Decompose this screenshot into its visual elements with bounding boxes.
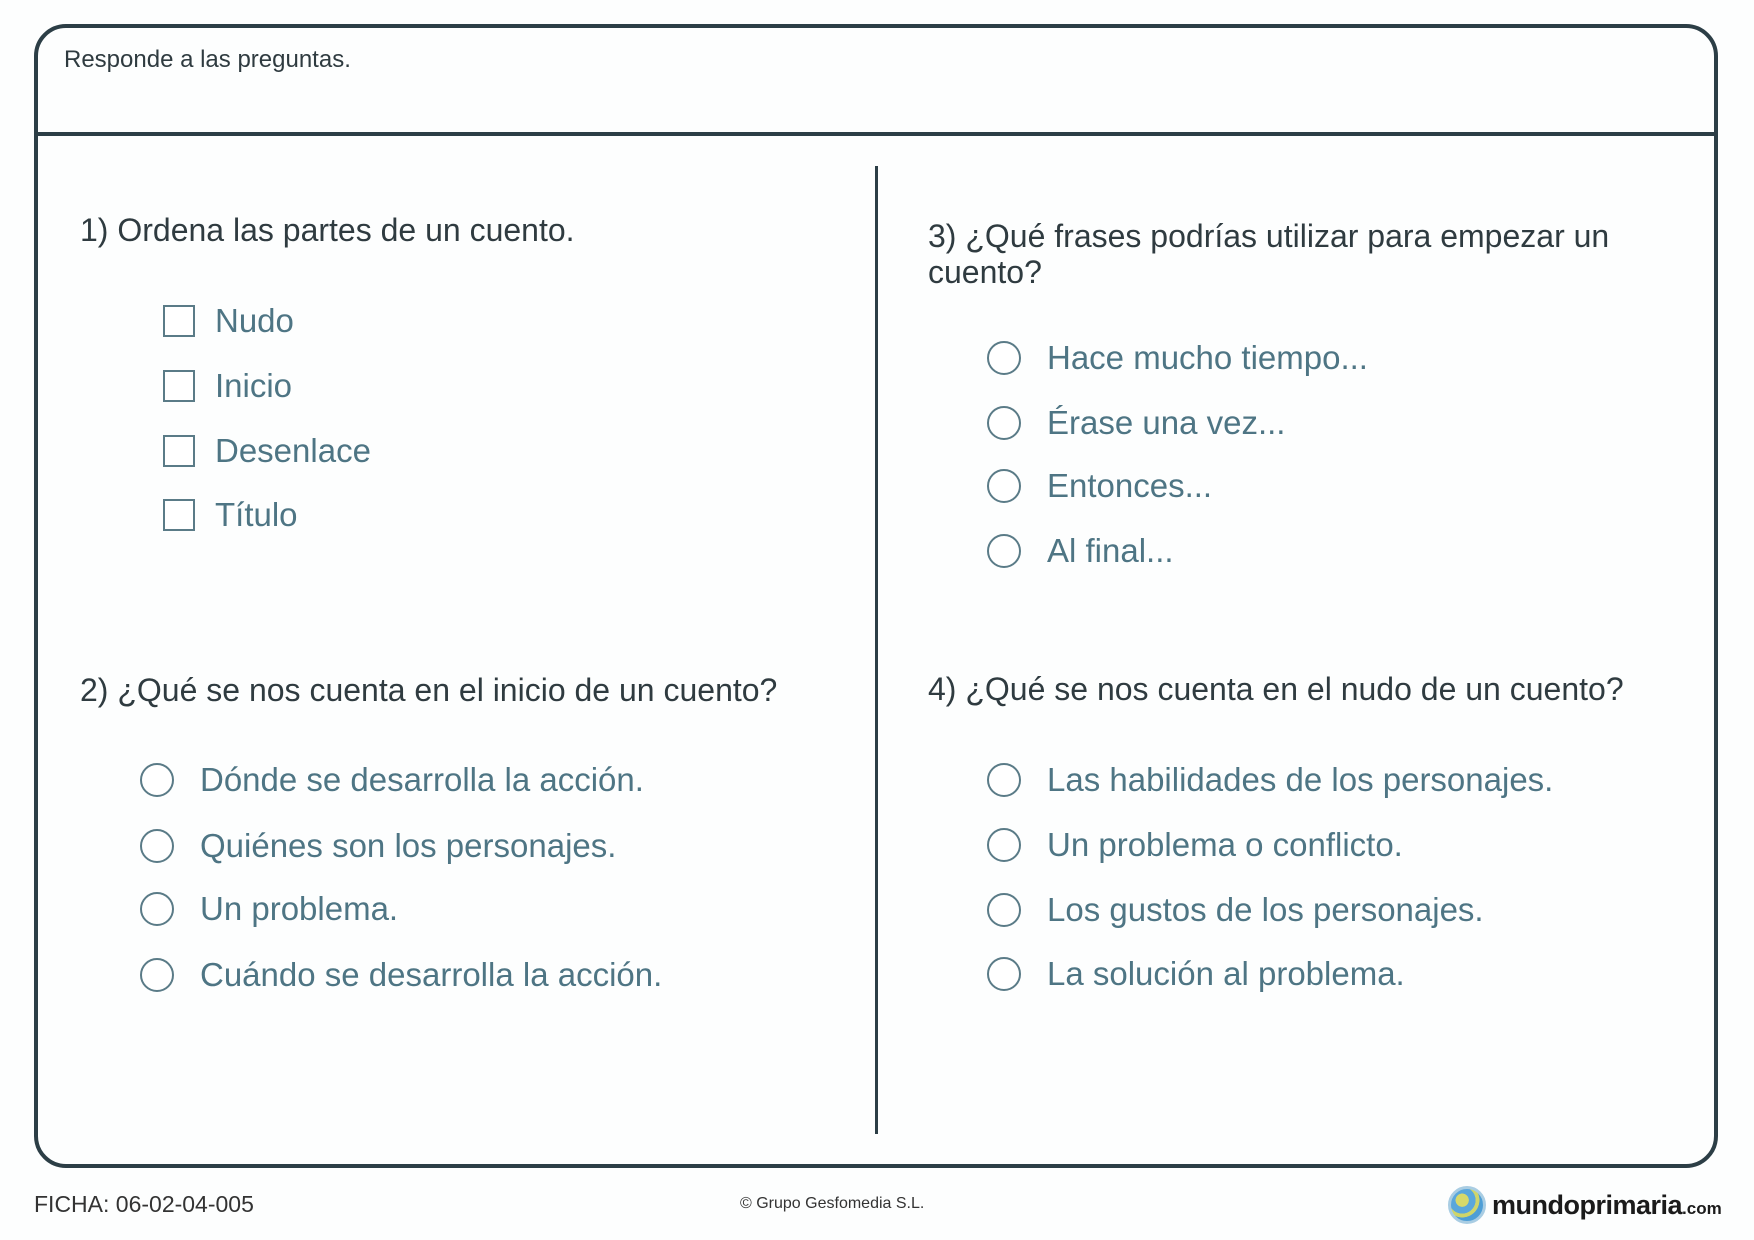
question-2-title: 2) ¿Qué se nos cuenta en el inicio de un cuento?: [80, 672, 778, 708]
worksheet-code: FICHA: 06-02-04-005: [34, 1191, 254, 1217]
column-divider: [875, 166, 878, 1134]
checkbox[interactable]: [163, 305, 195, 337]
checkbox[interactable]: [163, 499, 195, 531]
question-3-title-line1: 3) ¿Qué frases podrías utilizar para empezar un: [928, 218, 1610, 254]
option-label: La solución al problema.: [1047, 955, 1405, 992]
radio-button[interactable]: [987, 763, 1021, 797]
radio-button[interactable]: [987, 893, 1021, 927]
q3-option-2[interactable]: [987, 403, 1285, 443]
radio-button[interactable]: [140, 958, 174, 992]
q1-option-titulo[interactable]: [163, 495, 298, 535]
instructions: Responde a las preguntas.: [64, 46, 351, 73]
radio-button[interactable]: [140, 829, 174, 863]
radio-button[interactable]: [987, 341, 1021, 375]
mundoprimaria-logo[interactable]: [1448, 1186, 1722, 1224]
question-4-title: 4) ¿Qué se nos cuenta en el nudo de un cuento?: [928, 671, 1624, 707]
question-3-title: [928, 218, 1609, 290]
checkbox[interactable]: [163, 370, 195, 402]
option-label: Hace mucho tiempo...: [1047, 339, 1368, 376]
radio-button[interactable]: [987, 957, 1021, 991]
q3-option-3[interactable]: [987, 466, 1212, 506]
option-label: Cuándo se desarrolla la acción.: [200, 956, 663, 993]
radio-button[interactable]: [987, 469, 1021, 503]
option-label: Al final...: [1047, 532, 1174, 569]
option-label: Un problema.: [200, 890, 399, 927]
q3-option-4[interactable]: [987, 531, 1174, 571]
header-divider: [34, 132, 1718, 136]
q4-option-2[interactable]: [987, 825, 1403, 865]
option-label: Los gustos de los personajes.: [1047, 891, 1484, 928]
option-label: Desenlace: [215, 432, 371, 469]
option-label: Nudo: [215, 302, 294, 339]
option-label: Érase una vez...: [1047, 404, 1286, 441]
globe-icon: [1448, 1186, 1486, 1224]
option-label: Quiénes son los personajes.: [200, 827, 617, 864]
q2-option-4[interactable]: [140, 955, 662, 995]
q1-option-inicio[interactable]: [163, 366, 292, 406]
radio-button[interactable]: [140, 892, 174, 926]
q4-option-4[interactable]: [987, 954, 1405, 994]
logo-tld: .com: [1682, 1199, 1722, 1218]
option-label: Entonces...: [1047, 467, 1213, 504]
radio-button[interactable]: [987, 534, 1021, 568]
option-label: Título: [215, 496, 298, 533]
q1-option-desenlace[interactable]: [163, 431, 371, 471]
radio-button[interactable]: [140, 763, 174, 797]
q2-option-2[interactable]: [140, 826, 616, 866]
q2-option-1[interactable]: [140, 760, 644, 800]
option-label: Las habilidades de los personajes.: [1047, 761, 1554, 798]
q4-option-1[interactable]: [987, 760, 1553, 800]
question-3-title-line2: cuento?: [928, 254, 1042, 290]
radio-button[interactable]: [987, 406, 1021, 440]
question-1-title: 1) Ordena las partes de un cuento.: [80, 212, 575, 248]
q2-option-3[interactable]: [140, 889, 398, 929]
option-label: Dónde se desarrolla la acción.: [200, 761, 644, 798]
logo-text: mundoprimaria: [1492, 1189, 1683, 1220]
q1-option-nudo[interactable]: [163, 301, 294, 341]
q4-option-3[interactable]: [987, 890, 1484, 930]
radio-button[interactable]: [987, 828, 1021, 862]
q3-option-1[interactable]: [987, 338, 1368, 378]
option-label: Un problema o conflicto.: [1047, 826, 1403, 863]
checkbox[interactable]: [163, 435, 195, 467]
option-label: Inicio: [215, 367, 293, 404]
copyright: © Grupo Gesfomedia S.L.: [740, 1195, 925, 1212]
